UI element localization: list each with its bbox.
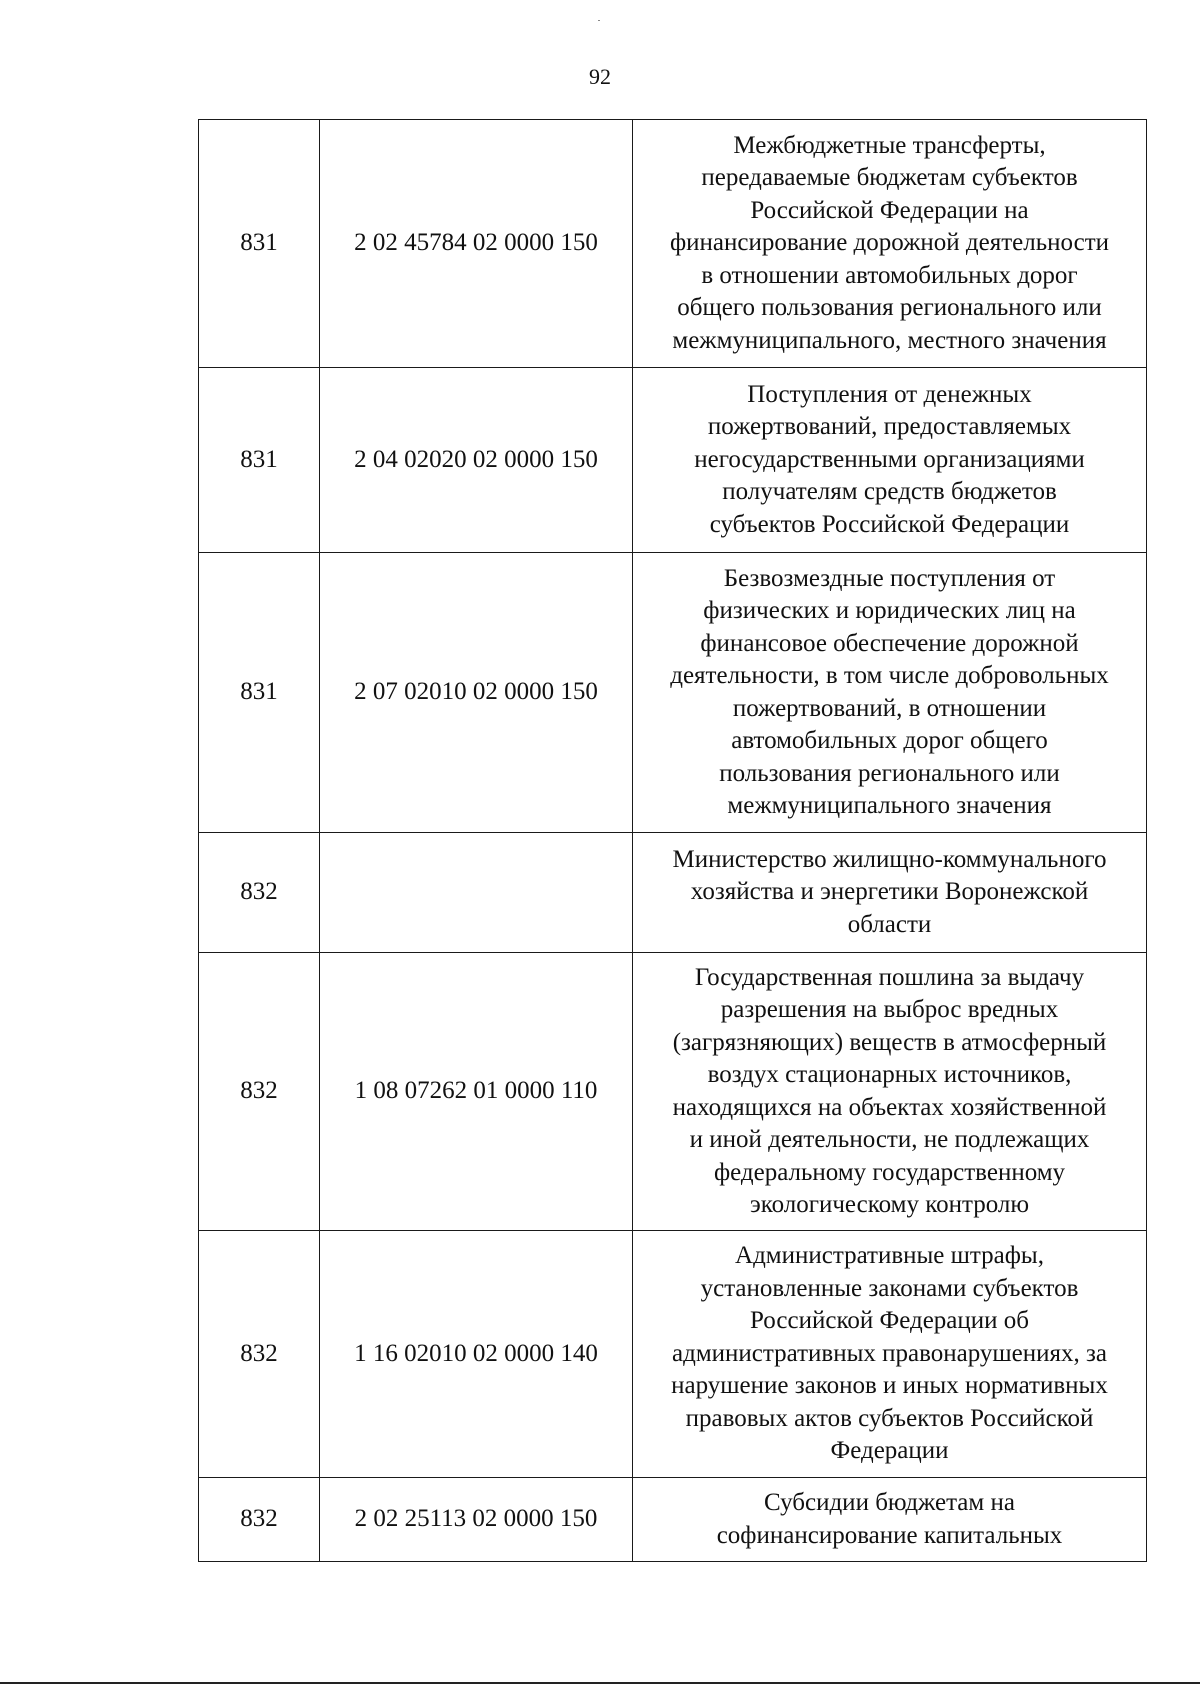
admin-code-cell: 832 [199, 1231, 320, 1478]
description-cell: Поступления от денежных пожертвований, предоставляемых негосударственными организациями получателям средств бюджетов субъектов Российской Федерации [633, 368, 1147, 553]
income-code-cell: 2 02 25113 02 0000 150 [320, 1478, 633, 1562]
admin-code-cell: 831 [199, 368, 320, 553]
table-row [199, 1231, 1147, 1478]
table-row [199, 368, 1147, 553]
table-row [199, 120, 1147, 368]
table-row [199, 553, 1147, 833]
description-cell: Административные штрафы, установленные законами субъектов Российской Федерации об административных правонарушениях, за нарушение законов и иных нормативных правовых актов субъектов Российской Федерации [633, 1231, 1147, 1478]
admin-code-cell: 832 [199, 833, 320, 953]
income-code-cell: 2 02 45784 02 0000 150 [320, 120, 633, 368]
income-code-cell: 1 08 07262 01 0000 110 [320, 953, 633, 1231]
description-cell: Субсидии бюджетам на софинансирование капитальных [633, 1478, 1147, 1562]
scan-mark [598, 20, 600, 21]
table-row [199, 833, 1147, 953]
income-code-cell: 1 16 02010 02 0000 140 [320, 1231, 633, 1478]
table-row [199, 953, 1147, 1231]
admin-code-cell: 832 [199, 953, 320, 1231]
budget-codes-table [198, 119, 1147, 1562]
description-cell: Министерство жилищно-коммунального хозяйства и энергетики Воронежской области [633, 833, 1147, 953]
description-cell: Безвозмездные поступления от физических и юридических лиц на финансовое обеспечение дорожной деятельности, в том числе добровольных пожертвований, в отношении автомобильных дорог общего пользования регионального или межмуниципального значения [633, 553, 1147, 833]
admin-code-cell: 831 [199, 553, 320, 833]
page-number: 92 [589, 64, 611, 89]
admin-code-cell: 832 [199, 1478, 320, 1562]
description-cell: Межбюджетные трансферты, передаваемые бюджетам субъектов Российской Федерации на финансирование дорожной деятельности в отношении автомобильных дорог общего пользования регионального или межмуниципального, местного значения [633, 120, 1147, 368]
bottom-rule [0, 1682, 1200, 1684]
income-code-cell: 2 07 02010 02 0000 150 [320, 553, 633, 833]
table-row [199, 1478, 1147, 1562]
admin-code-cell: 831 [199, 120, 320, 368]
description-cell: Государственная пошлина за выдачу разрешения на выброс вредных (загрязняющих) веществ в атмосферный воздух стационарных источников, находящихся на объектах хозяйственной и иной деятельности, не подлежащих федеральному государственному экологическому контролю [633, 953, 1147, 1231]
income-code-cell: 2 04 02020 02 0000 150 [320, 368, 633, 553]
income-code-cell [320, 833, 633, 953]
